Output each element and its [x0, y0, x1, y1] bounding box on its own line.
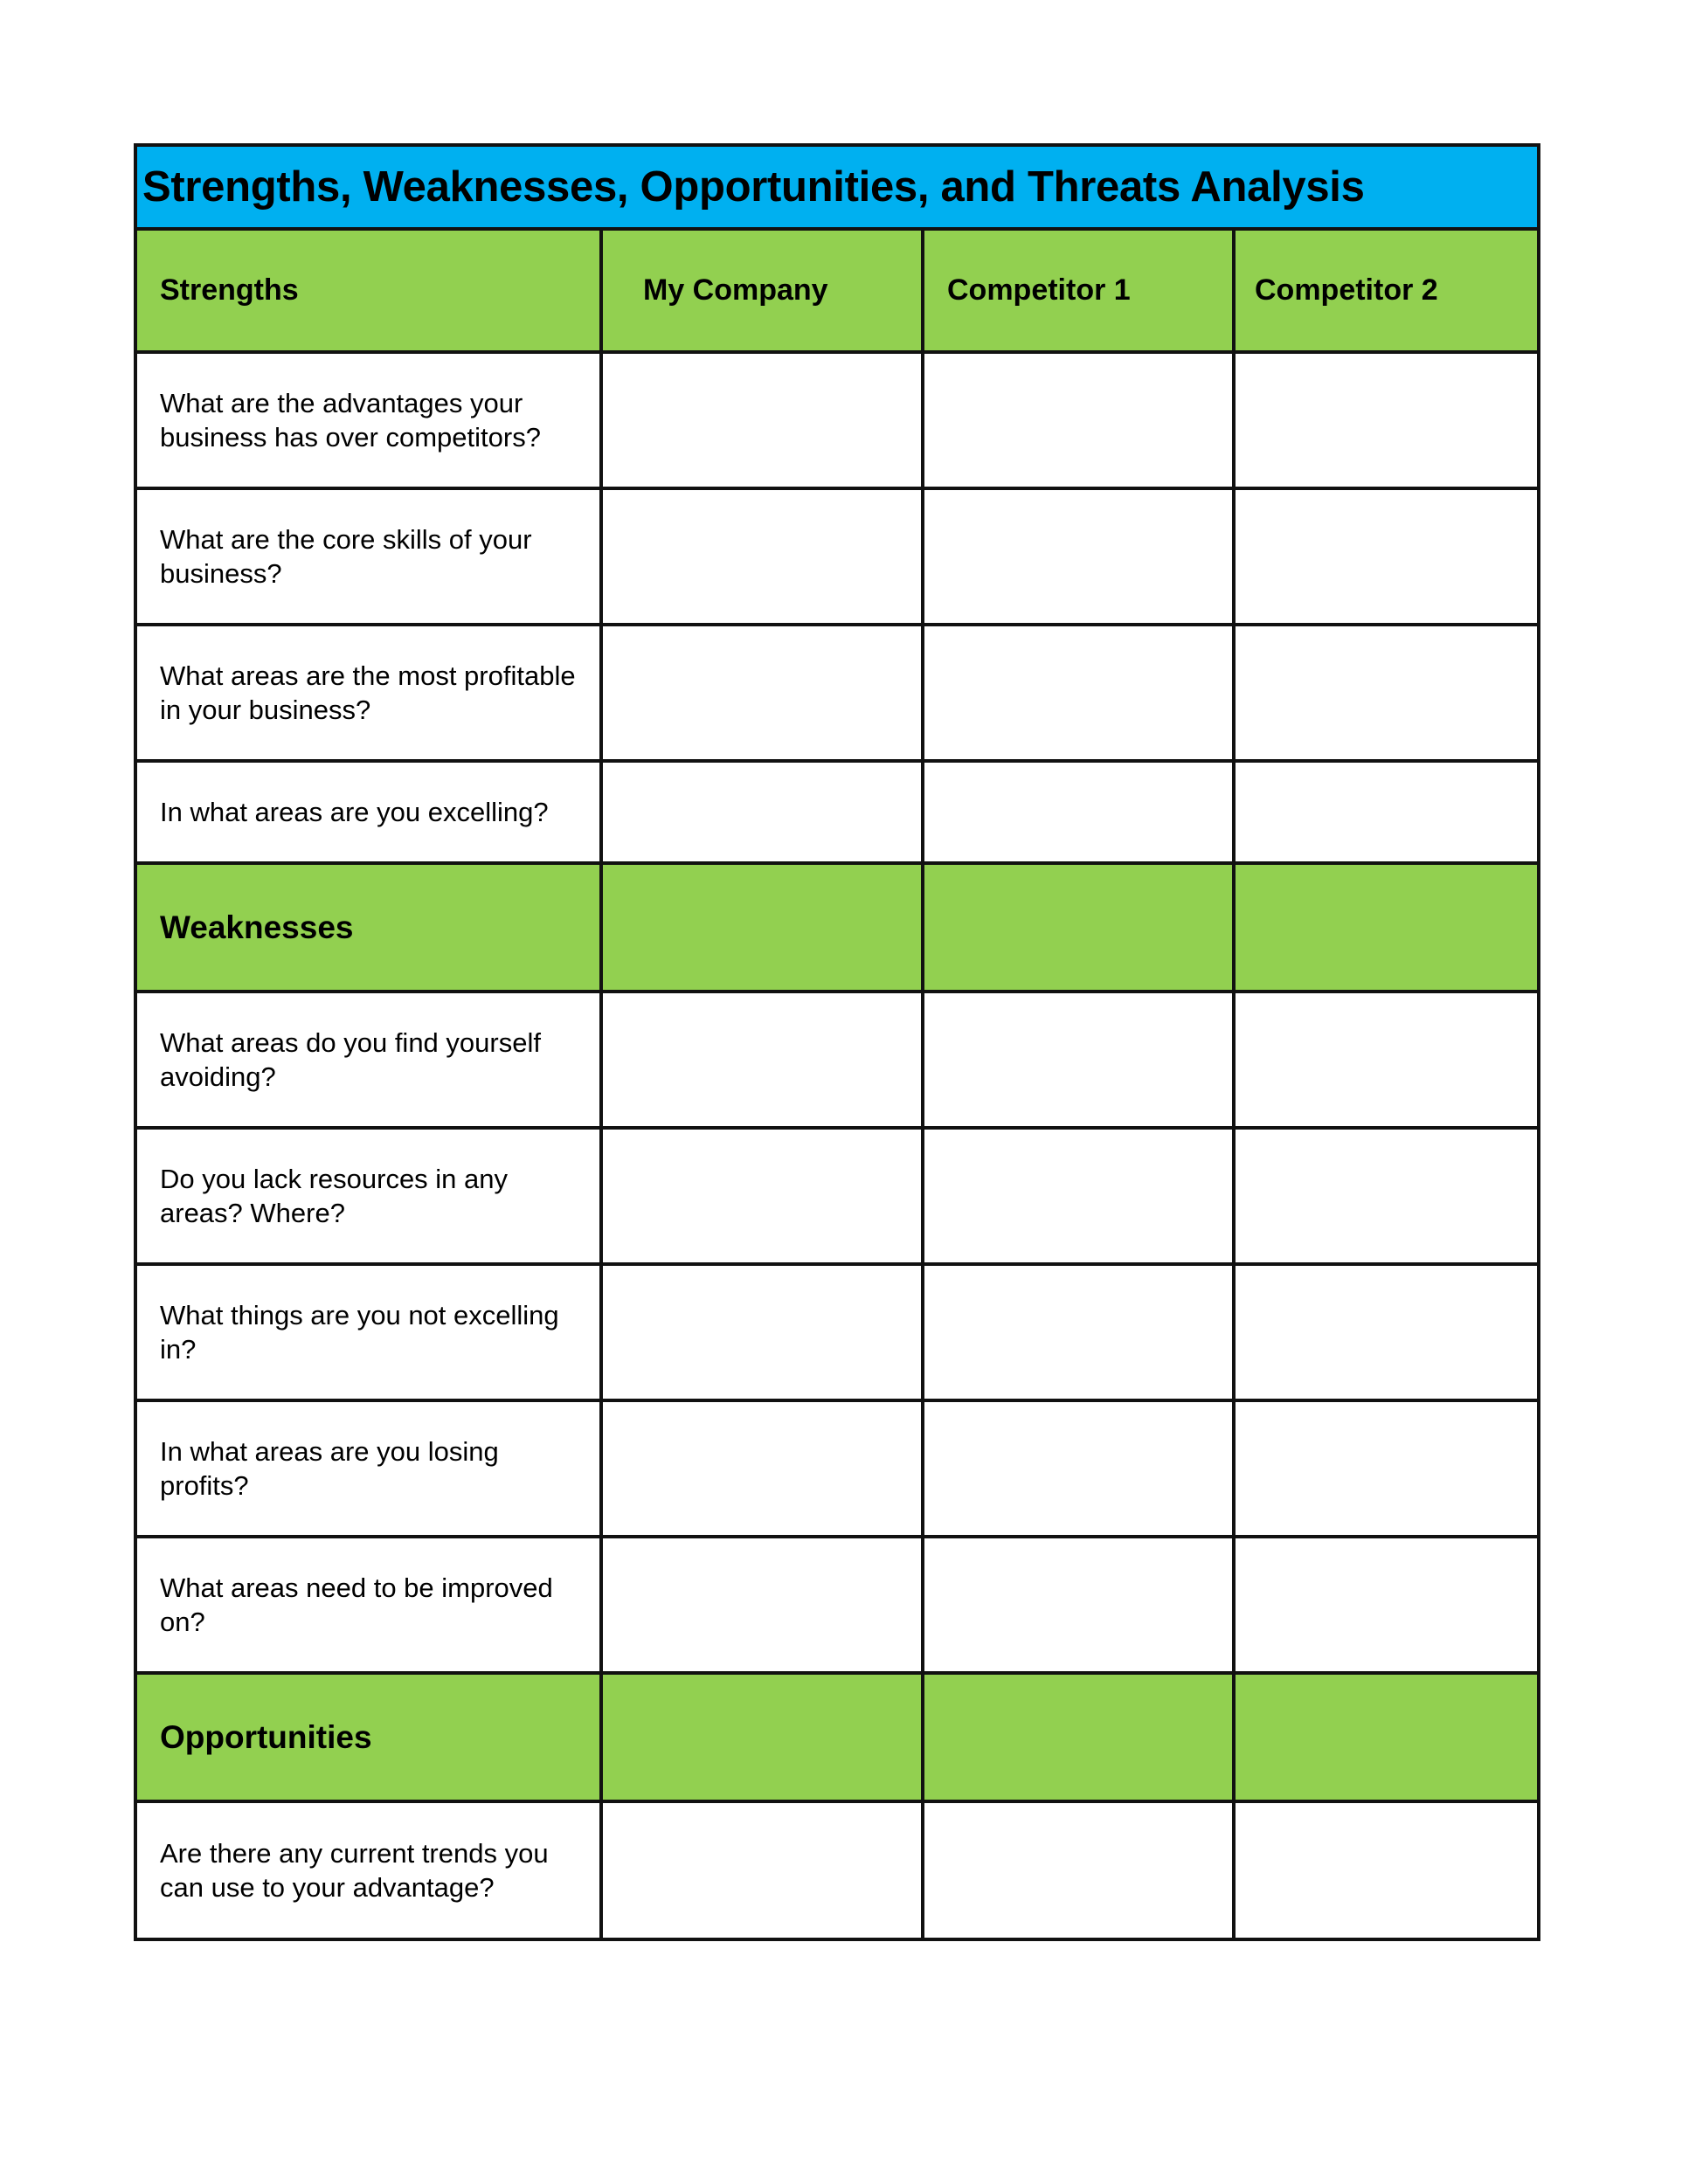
- swot-table: [137, 231, 1537, 1938]
- question-text: What areas are the most profitable in your business?: [160, 660, 576, 725]
- opportunities-section-row: [137, 1673, 1537, 1801]
- question-text: Do you lack resources in any areas? Where?: [160, 1164, 509, 1228]
- question-text: In what areas are you excelling?: [160, 797, 549, 827]
- table-row: [137, 352, 1537, 488]
- column-header-competitor-1: Competitor 1: [923, 231, 1234, 352]
- competitor-2-answer-cell[interactable]: [1234, 1537, 1537, 1673]
- competitor-2-answer-cell[interactable]: [1234, 488, 1537, 625]
- section-filler-cell: [1234, 1673, 1537, 1801]
- section-heading-weaknesses: Weaknesses: [137, 863, 601, 992]
- section-filler-cell: [923, 863, 1234, 992]
- question-text: What things are you not excelling in?: [160, 1300, 559, 1365]
- competitor-1-answer-cell[interactable]: [923, 352, 1234, 488]
- column-header-competitor-2: Competitor 2: [1234, 231, 1537, 352]
- table-row: [137, 625, 1537, 761]
- question-cell: [137, 488, 601, 625]
- question-cell: [137, 352, 601, 488]
- competitor-2-answer-cell[interactable]: [1234, 1264, 1537, 1400]
- section-heading-strengths: Strengths: [137, 231, 601, 352]
- my-company-answer-cell[interactable]: [601, 1537, 923, 1673]
- section-heading-opportunities: Opportunities: [137, 1673, 601, 1801]
- my-company-answer-cell[interactable]: [601, 1400, 923, 1537]
- my-company-answer-cell[interactable]: [601, 1264, 923, 1400]
- question-cell: [137, 1801, 601, 1938]
- competitor-1-answer-cell[interactable]: [923, 625, 1234, 761]
- question-text: What are the core skills of your business?: [160, 524, 532, 589]
- competitor-1-answer-cell[interactable]: [923, 1400, 1234, 1537]
- weaknesses-section-row: [137, 863, 1537, 992]
- question-cell: [137, 761, 601, 863]
- strengths-header-row: [137, 231, 1537, 352]
- competitor-2-answer-cell[interactable]: [1234, 992, 1537, 1128]
- section-filler-cell: [601, 863, 923, 992]
- my-company-answer-cell[interactable]: [601, 352, 923, 488]
- question-cell: [137, 1264, 601, 1400]
- question-cell: [137, 625, 601, 761]
- competitor-2-answer-cell[interactable]: [1234, 1801, 1537, 1938]
- question-text: Are there any current trends you can use to your advantage?: [160, 1838, 549, 1903]
- competitor-2-answer-cell[interactable]: [1234, 1400, 1537, 1537]
- competitor-1-answer-cell[interactable]: [923, 1801, 1234, 1938]
- question-cell: [137, 1128, 601, 1264]
- column-header-my-company: My Company: [601, 231, 923, 352]
- section-filler-cell: [1234, 863, 1537, 992]
- section-filler-cell: [601, 1673, 923, 1801]
- table-row: [137, 1128, 1537, 1264]
- swot-worksheet: [134, 143, 1540, 1941]
- competitor-1-answer-cell[interactable]: [923, 992, 1234, 1128]
- my-company-answer-cell[interactable]: [601, 761, 923, 863]
- question-text: What areas do you find yourself avoiding?: [160, 1027, 541, 1092]
- competitor-1-answer-cell[interactable]: [923, 488, 1234, 625]
- worksheet-title: Strengths, Weaknesses, Opportunities, and Threats Analysis: [137, 147, 1537, 231]
- table-row: [137, 1264, 1537, 1400]
- table-row: [137, 1400, 1537, 1537]
- competitor-1-answer-cell[interactable]: [923, 1264, 1234, 1400]
- table-row: [137, 992, 1537, 1128]
- my-company-answer-cell[interactable]: [601, 1128, 923, 1264]
- competitor-2-answer-cell[interactable]: [1234, 625, 1537, 761]
- competitor-2-answer-cell[interactable]: [1234, 352, 1537, 488]
- my-company-answer-cell[interactable]: [601, 625, 923, 761]
- question-cell: [137, 992, 601, 1128]
- competitor-1-answer-cell[interactable]: [923, 761, 1234, 863]
- competitor-2-answer-cell[interactable]: [1234, 1128, 1537, 1264]
- table-row: [137, 488, 1537, 625]
- competitor-2-answer-cell[interactable]: [1234, 761, 1537, 863]
- question-cell: [137, 1400, 601, 1537]
- table-row: [137, 1801, 1537, 1938]
- my-company-answer-cell[interactable]: [601, 1801, 923, 1938]
- question-text: What are the advantages your business has over competitors?: [160, 388, 541, 453]
- table-row: [137, 1537, 1537, 1673]
- question-text: What areas need to be improved on?: [160, 1572, 553, 1637]
- question-text: In what areas are you losing profits?: [160, 1436, 499, 1501]
- my-company-answer-cell[interactable]: [601, 992, 923, 1128]
- question-cell: [137, 1537, 601, 1673]
- table-row: [137, 761, 1537, 863]
- competitor-1-answer-cell[interactable]: [923, 1537, 1234, 1673]
- competitor-1-answer-cell[interactable]: [923, 1128, 1234, 1264]
- section-filler-cell: [923, 1673, 1234, 1801]
- my-company-answer-cell[interactable]: [601, 488, 923, 625]
